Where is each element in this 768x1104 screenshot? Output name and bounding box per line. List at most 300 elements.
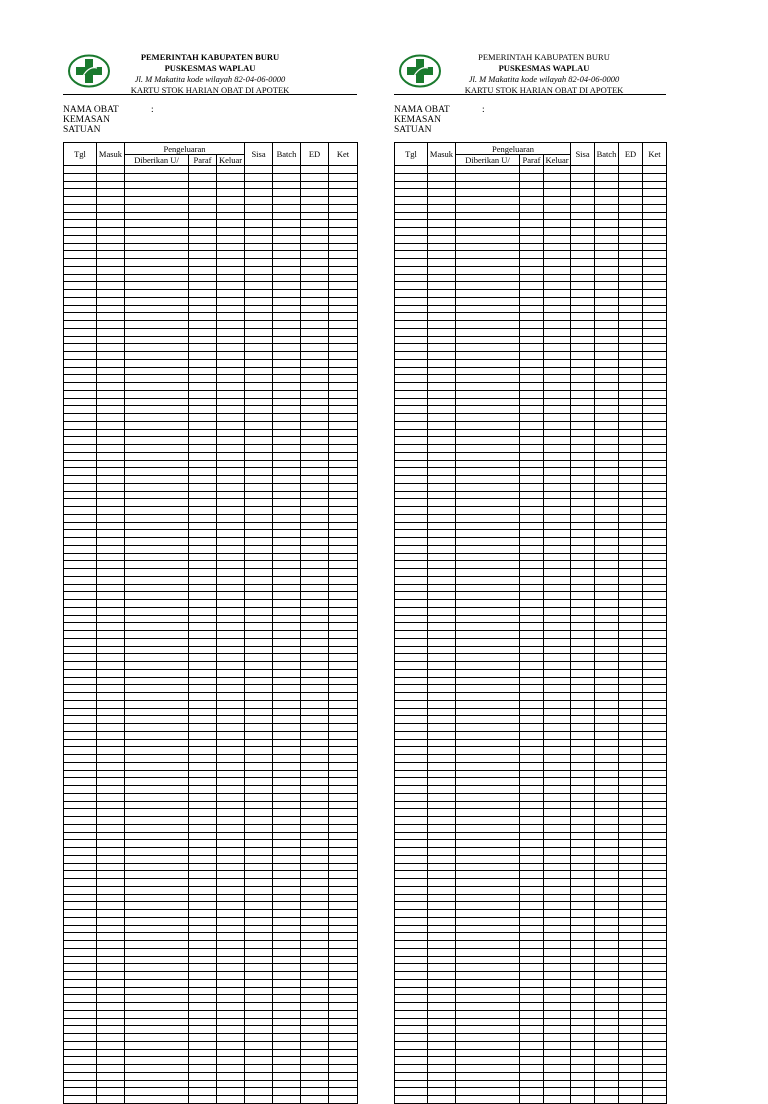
- table-cell: [273, 824, 301, 832]
- table-cell: [619, 886, 643, 894]
- table-cell: [619, 344, 643, 352]
- table-cell: [395, 987, 428, 995]
- table-cell: [97, 693, 125, 701]
- table-cell: [245, 708, 273, 716]
- table-cell: [428, 917, 456, 925]
- table-cell: [329, 832, 358, 840]
- table-cell: [643, 367, 667, 375]
- table-cell: [301, 204, 329, 212]
- table-cell: [520, 809, 544, 817]
- table-cell: [619, 879, 643, 887]
- table-cell: [64, 189, 97, 197]
- table-cell: [301, 638, 329, 646]
- table-cell: [301, 1026, 329, 1034]
- table-cell: [395, 933, 428, 941]
- table-cell: [520, 483, 544, 491]
- table-cell: [189, 731, 217, 739]
- table-row: [64, 406, 358, 414]
- table-cell: [217, 855, 245, 863]
- table-row: [395, 476, 667, 484]
- table-cell: [125, 840, 189, 848]
- table-cell: [428, 228, 456, 236]
- table-cell: [619, 762, 643, 770]
- table-cell: [301, 731, 329, 739]
- table-cell: [125, 1080, 189, 1088]
- table-cell: [64, 979, 97, 987]
- table-row: [395, 941, 667, 949]
- table-cell: [217, 181, 245, 189]
- table-cell: [97, 848, 125, 856]
- table-cell: [273, 569, 301, 577]
- table-cell: [595, 817, 619, 825]
- table-cell: [301, 189, 329, 197]
- table-cell: [125, 561, 189, 569]
- table-cell: [64, 181, 97, 189]
- table-cell: [456, 987, 520, 995]
- table-cell: [301, 669, 329, 677]
- table-cell: [619, 421, 643, 429]
- table-cell: [273, 445, 301, 453]
- table-cell: [273, 1096, 301, 1104]
- table-cell: [64, 987, 97, 995]
- table-cell: [329, 941, 358, 949]
- table-cell: [301, 460, 329, 468]
- table-cell: [395, 964, 428, 972]
- table-cell: [301, 979, 329, 987]
- table-cell: [329, 499, 358, 507]
- table-cell: [189, 755, 217, 763]
- table-cell: [544, 197, 571, 205]
- table-cell: [329, 468, 358, 476]
- table-cell: [329, 1010, 358, 1018]
- table-cell: [520, 770, 544, 778]
- table-cell: [217, 964, 245, 972]
- table-cell: [329, 1018, 358, 1026]
- table-cell: [544, 569, 571, 577]
- table-cell: [571, 700, 595, 708]
- table-cell: [456, 576, 520, 584]
- table-cell: [125, 739, 189, 747]
- table-cell: [97, 801, 125, 809]
- table-cell: [456, 189, 520, 197]
- table-cell: [64, 607, 97, 615]
- table-cell: [395, 1080, 428, 1088]
- table-cell: [571, 731, 595, 739]
- table-cell: [456, 716, 520, 724]
- table-cell: [97, 1049, 125, 1057]
- table-cell: [329, 910, 358, 918]
- table-cell: [64, 437, 97, 445]
- table-cell: [520, 894, 544, 902]
- table-cell: [395, 654, 428, 662]
- table-row: [64, 1010, 358, 1018]
- table-row: [395, 328, 667, 336]
- table-cell: [301, 972, 329, 980]
- table-cell: [329, 917, 358, 925]
- table-cell: [571, 445, 595, 453]
- table-cell: [245, 406, 273, 414]
- table-cell: [125, 1010, 189, 1018]
- table-cell: [329, 1049, 358, 1057]
- col-batch: Batch: [273, 143, 301, 166]
- table-row: [64, 840, 358, 848]
- table-cell: [273, 600, 301, 608]
- table-cell: [395, 941, 428, 949]
- table-row: [64, 266, 358, 274]
- table-cell: [520, 1018, 544, 1026]
- table-row: [395, 429, 667, 437]
- table-cell: [64, 902, 97, 910]
- table-cell: [544, 212, 571, 220]
- table-cell: [571, 886, 595, 894]
- table-cell: [64, 631, 97, 639]
- table-cell: [329, 669, 358, 677]
- table-cell: [619, 801, 643, 809]
- table-cell: [329, 452, 358, 460]
- table-cell: [395, 592, 428, 600]
- table-row: [395, 1065, 667, 1073]
- table-cell: [301, 235, 329, 243]
- nama-obat-label: NAMA OBAT: [63, 105, 119, 115]
- table-cell: [456, 1088, 520, 1096]
- table-cell: [456, 739, 520, 747]
- table-cell: [301, 522, 329, 530]
- table-cell: [428, 871, 456, 879]
- table-cell: [571, 522, 595, 530]
- table-cell: [125, 1049, 189, 1057]
- table-cell: [595, 429, 619, 437]
- table-cell: [619, 212, 643, 220]
- table-cell: [189, 662, 217, 670]
- table-cell: [619, 189, 643, 197]
- table-cell: [643, 491, 667, 499]
- table-cell: [544, 941, 571, 949]
- table-cell: [273, 933, 301, 941]
- table-cell: [619, 755, 643, 763]
- table-cell: [571, 979, 595, 987]
- table-cell: [273, 801, 301, 809]
- table-cell: [643, 995, 667, 1003]
- table-cell: [643, 948, 667, 956]
- table-cell: [217, 607, 245, 615]
- table-cell: [64, 700, 97, 708]
- table-cell: [301, 1018, 329, 1026]
- table-cell: [189, 631, 217, 639]
- table-cell: [97, 173, 125, 181]
- table-cell: [428, 902, 456, 910]
- table-cell: [245, 662, 273, 670]
- table-cell: [520, 933, 544, 941]
- table-cell: [395, 514, 428, 522]
- table-row: [64, 638, 358, 646]
- table-cell: [217, 871, 245, 879]
- table-row: [395, 995, 667, 1003]
- table-cell: [97, 483, 125, 491]
- table-cell: [217, 166, 245, 174]
- table-cell: [571, 902, 595, 910]
- table-cell: [217, 352, 245, 360]
- table-cell: [64, 755, 97, 763]
- table-cell: [273, 406, 301, 414]
- table-cell: [544, 1010, 571, 1018]
- table-cell: [217, 1065, 245, 1073]
- table-cell: [619, 925, 643, 933]
- table-cell: [189, 344, 217, 352]
- table-cell: [273, 778, 301, 786]
- table-cell: [571, 956, 595, 964]
- table-cell: [273, 1003, 301, 1011]
- table-cell: [428, 212, 456, 220]
- table-cell: [301, 1049, 329, 1057]
- table-cell: [217, 437, 245, 445]
- table-cell: [329, 886, 358, 894]
- table-cell: [619, 902, 643, 910]
- table-cell: [571, 553, 595, 561]
- table-cell: [189, 948, 217, 956]
- table-cell: [189, 290, 217, 298]
- table-cell: [97, 972, 125, 980]
- table-cell: [643, 631, 667, 639]
- table-cell: [125, 313, 189, 321]
- table-cell: [97, 1026, 125, 1034]
- table-cell: [571, 569, 595, 577]
- table-cell: [189, 894, 217, 902]
- table-cell: [301, 476, 329, 484]
- table-cell: [428, 499, 456, 507]
- table-cell: [97, 499, 125, 507]
- table-cell: [125, 1065, 189, 1073]
- table-cell: [301, 592, 329, 600]
- table-cell: [97, 654, 125, 662]
- table-cell: [245, 1080, 273, 1088]
- table-cell: [595, 243, 619, 251]
- table-cell: [571, 770, 595, 778]
- table-cell: [64, 173, 97, 181]
- table-cell: [619, 894, 643, 902]
- table-cell: [643, 321, 667, 329]
- table-cell: [189, 917, 217, 925]
- table-cell: [329, 491, 358, 499]
- table-cell: [456, 1096, 520, 1104]
- table-row: [64, 468, 358, 476]
- col-masuk: Masuk: [428, 143, 456, 166]
- table-cell: [273, 576, 301, 584]
- table-cell: [273, 910, 301, 918]
- table-cell: [245, 421, 273, 429]
- table-cell: [189, 933, 217, 941]
- table-cell: [189, 336, 217, 344]
- table-cell: [273, 871, 301, 879]
- table-cell: [217, 623, 245, 631]
- table-cell: [329, 228, 358, 236]
- table-cell: [97, 708, 125, 716]
- table-cell: [520, 321, 544, 329]
- table-cell: [97, 623, 125, 631]
- table-cell: [643, 677, 667, 685]
- table-cell: [571, 290, 595, 298]
- table-cell: [643, 274, 667, 282]
- table-cell: [217, 522, 245, 530]
- table-cell: [245, 259, 273, 267]
- table-cell: [395, 507, 428, 515]
- table-cell: [217, 987, 245, 995]
- table-cell: [189, 1026, 217, 1034]
- table-cell: [97, 902, 125, 910]
- table-cell: [273, 956, 301, 964]
- table-cell: [125, 809, 189, 817]
- table-cell: [544, 964, 571, 972]
- table-cell: [273, 390, 301, 398]
- table-cell: [329, 1041, 358, 1049]
- table-cell: [189, 786, 217, 794]
- table-cell: [273, 995, 301, 1003]
- table-cell: [125, 731, 189, 739]
- table-cell: [329, 507, 358, 515]
- table-cell: [64, 266, 97, 274]
- table-cell: [301, 793, 329, 801]
- table-cell: [643, 282, 667, 290]
- table-row: [64, 359, 358, 367]
- table-cell: [619, 964, 643, 972]
- table-cell: [428, 685, 456, 693]
- table-row: [395, 522, 667, 530]
- table-cell: [189, 452, 217, 460]
- table-cell: [520, 437, 544, 445]
- table-cell: [595, 553, 619, 561]
- stock-card-right: [394, 52, 666, 165]
- table-cell: [189, 181, 217, 189]
- table-cell: [217, 1034, 245, 1042]
- table-cell: [329, 414, 358, 422]
- table-cell: [245, 1018, 273, 1026]
- table-cell: [544, 336, 571, 344]
- table-cell: [571, 313, 595, 321]
- table-cell: [301, 1041, 329, 1049]
- table-cell: [428, 1065, 456, 1073]
- table-cell: [456, 197, 520, 205]
- table-cell: [643, 181, 667, 189]
- table-cell: [301, 452, 329, 460]
- table-cell: [544, 476, 571, 484]
- table-cell: [245, 700, 273, 708]
- table-cell: [595, 181, 619, 189]
- table-cell: [643, 228, 667, 236]
- table-cell: [301, 166, 329, 174]
- table-cell: [273, 476, 301, 484]
- table-row: [395, 925, 667, 933]
- table-cell: [571, 910, 595, 918]
- table-cell: [571, 507, 595, 515]
- table-cell: [571, 1010, 595, 1018]
- table-cell: [97, 553, 125, 561]
- table-cell: [544, 545, 571, 553]
- table-cell: [301, 414, 329, 422]
- table-cell: [643, 259, 667, 267]
- table-row: [395, 321, 667, 329]
- table-cell: [189, 476, 217, 484]
- table-cell: [125, 669, 189, 677]
- table-cell: [520, 762, 544, 770]
- table-cell: [544, 553, 571, 561]
- table-cell: [64, 398, 97, 406]
- table-cell: [395, 445, 428, 453]
- table-cell: [64, 235, 97, 243]
- table-cell: [301, 708, 329, 716]
- table-row: [395, 662, 667, 670]
- table-cell: [125, 747, 189, 755]
- table-cell: [571, 685, 595, 693]
- table-cell: [571, 793, 595, 801]
- table-cell: [329, 390, 358, 398]
- table-cell: [395, 1057, 428, 1065]
- table-cell: [520, 1003, 544, 1011]
- table-cell: [273, 747, 301, 755]
- table-cell: [97, 910, 125, 918]
- table-cell: [595, 685, 619, 693]
- table-cell: [189, 483, 217, 491]
- table-cell: [189, 367, 217, 375]
- table-cell: [571, 708, 595, 716]
- table-cell: [217, 995, 245, 1003]
- table-cell: [189, 321, 217, 329]
- table-cell: [595, 414, 619, 422]
- table-cell: [301, 910, 329, 918]
- card-header: [63, 52, 357, 95]
- table-cell: [189, 910, 217, 918]
- table-cell: [273, 964, 301, 972]
- table-row: [395, 871, 667, 879]
- table-cell: [189, 1049, 217, 1057]
- table-cell: [245, 452, 273, 460]
- table-row: [64, 1096, 358, 1104]
- table-cell: [64, 1026, 97, 1034]
- table-cell: [217, 336, 245, 344]
- table-cell: [64, 251, 97, 259]
- table-cell: [571, 1088, 595, 1096]
- table-cell: [595, 786, 619, 794]
- table-cell: [520, 328, 544, 336]
- table-row: [64, 375, 358, 383]
- table-cell: [125, 476, 189, 484]
- table-cell: [273, 313, 301, 321]
- col-tgl: Tgl: [64, 143, 97, 166]
- table-cell: [595, 220, 619, 228]
- table-cell: [125, 375, 189, 383]
- table-cell: [456, 538, 520, 546]
- table-cell: [520, 755, 544, 763]
- table-cell: [619, 406, 643, 414]
- table-cell: [64, 390, 97, 398]
- table-row: [395, 538, 667, 546]
- table-cell: [273, 731, 301, 739]
- table-cell: [64, 243, 97, 251]
- table-cell: [544, 600, 571, 608]
- table-cell: [643, 646, 667, 654]
- table-cell: [64, 716, 97, 724]
- table-cell: [595, 1003, 619, 1011]
- table-cell: [273, 243, 301, 251]
- table-cell: [245, 747, 273, 755]
- table-cell: [217, 445, 245, 453]
- table-cell: [64, 538, 97, 546]
- table-cell: [301, 290, 329, 298]
- table-cell: [245, 375, 273, 383]
- card-fields: [63, 105, 357, 137]
- table-cell: [544, 879, 571, 887]
- table-cell: [643, 786, 667, 794]
- table-cell: [544, 840, 571, 848]
- table-cell: [329, 173, 358, 181]
